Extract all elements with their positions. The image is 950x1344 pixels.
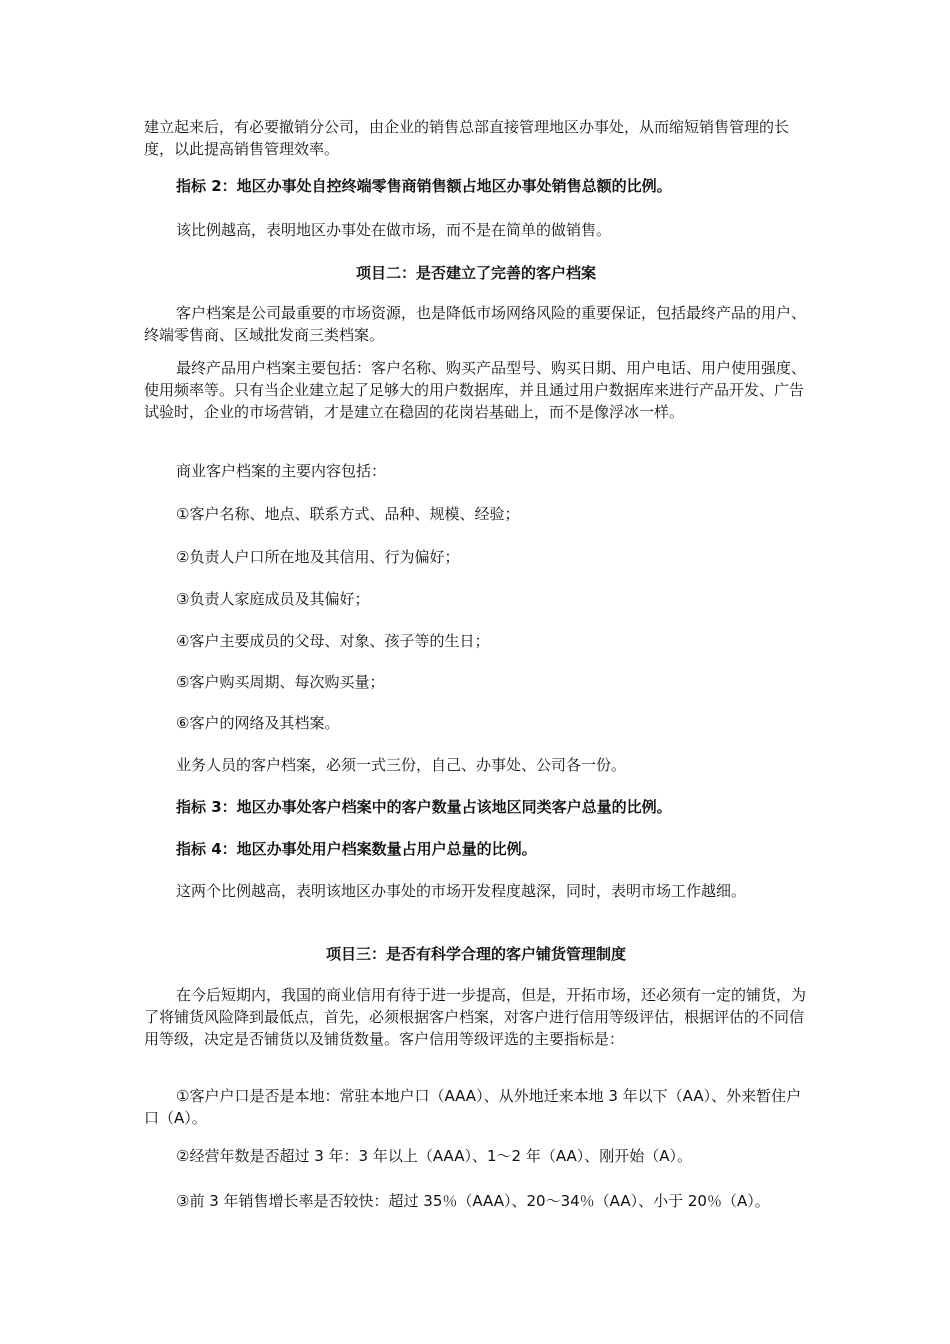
paragraph: 最终产品用户档案主要包括：客户名称、购买产品型号、购买日期、用户电话、用户使用强度、使用频率等。只有当企业建立起了足够大的用户数据库，并且通过用户数据库来进行产品开发、广告试验时，企业的市场营销，才是建立在稳固的花岗岩基础上，而不是像浮冰一样。 (144, 359, 807, 421)
criteria-item: ③前 3 年销售增长率是否较快：超过 35％（AAA）、20～34％（AA）、小于 20％（A）。 (176, 1192, 770, 1210)
paragraph: 建立起来后，有必要撤销分公司，由企业的销售总部直接管理地区办事处，从而缩短销售管理的长度，以此提高销售管理效率。 (144, 118, 790, 158)
paragraph: 客户档案是公司最重要的市场资源，也是降低市场网络风险的重要保证，包括最终产品的用户、终端零售商、区域批发商三类档案。 (144, 304, 807, 344)
list-item: ②负责人户口所在地及其信用、行为偏好； (176, 548, 460, 566)
list-item: ⑤客户购买周期、每次购买量； (176, 673, 385, 691)
indicator-2: 指标 2：地区办事处自控终端零售商销售额占地区办事处销售总额的比例。 (176, 177, 672, 195)
paragraph: 这两个比例越高，表明该地区办事处的市场开发程度越深，同时，表明市场工作越细。 (176, 882, 747, 900)
paragraph: 业务人员的客户档案，必须一式三份，自己、办事处、公司各一份。 (176, 756, 627, 774)
list-item: ③负责人家庭成员及其偏好； (176, 590, 370, 608)
indicator-3: 指标 3：地区办事处客户档案中的客户数量占该地区同类客户总量的比例。 (176, 798, 672, 816)
list-item: ⑥客户的网络及其档案。 (176, 714, 340, 732)
paragraph: 商业客户档案的主要内容包括： (176, 462, 387, 480)
paragraph: 该比例越高，表明地区办事处在做市场，而不是在简单的做销售。 (176, 221, 612, 239)
paragraph: 在今后短期内，我国的商业信用有待于进一步提高，但是，开拓市场，还必须有一定的铺货，为了将铺货风险降到最低点，首先，必须根据客户档案，对客户进行信用等级评估，根据评估的不同信用等级，决定是否铺货以及铺货数量。客户信用等级评选的主要指标是： (144, 986, 807, 1048)
list-item: ④客户主要成员的父母、对象、孩子等的生日； (176, 632, 490, 650)
criteria-item: ②经营年数是否超过 3 年：3 年以上（AAA）、1～2 年（AA）、刚开始（A）。 (176, 1147, 693, 1165)
section-heading: 项目二：是否建立了完善的客户档案 (355, 264, 596, 282)
section-heading: 项目三：是否有科学合理的客户铺货管理制度 (325, 945, 626, 963)
indicator-4: 指标 4：地区办事处用户档案数量占用户总量的比例。 (176, 840, 537, 858)
list-item: ①客户名称、地点、联系方式、品种、规模、经验； (176, 505, 520, 523)
criteria-item: ①客户户口是否是本地：常驻本地户口（AAA）、从外地迁来本地 3 年以下（AA）、外来暂住户口（A）。 (144, 1087, 802, 1127)
